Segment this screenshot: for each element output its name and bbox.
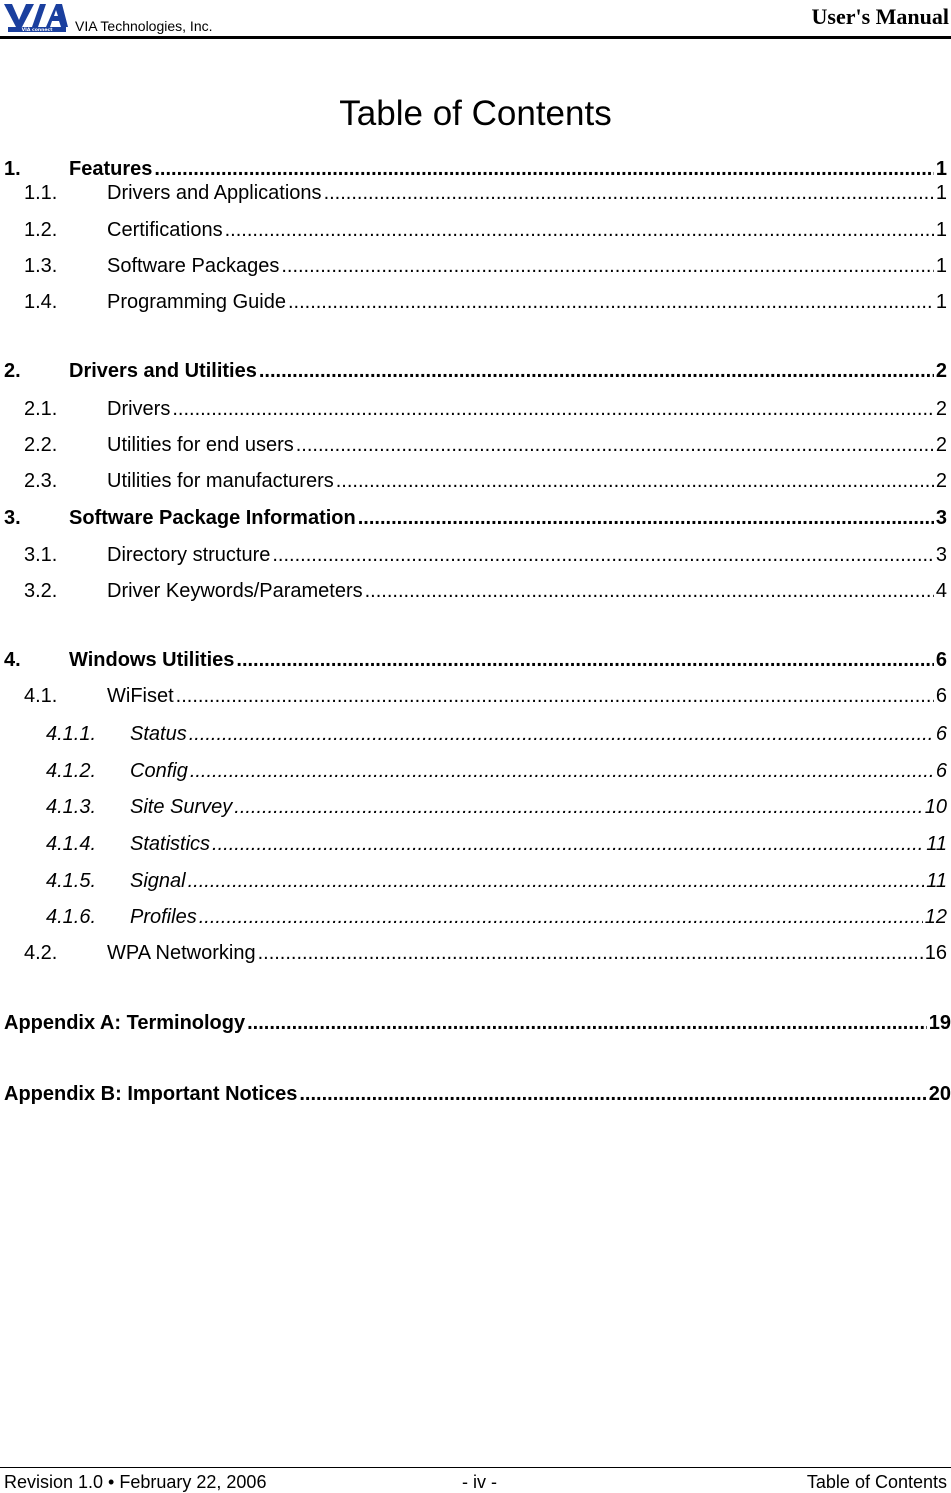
toc-entry-number: 4.1.4. <box>46 833 97 855</box>
toc-entry-label: Signal <box>130 870 186 892</box>
toc-entry-label: Software Package Information <box>69 507 356 529</box>
toc-entry-label: Utilities for end users <box>107 434 294 456</box>
toc-entry-label: WiFiset <box>107 685 174 707</box>
toc-entry-label: Features <box>69 158 153 180</box>
toc-entry-number: 4.2. <box>24 942 58 964</box>
dot-leader <box>172 398 934 421</box>
dot-leader <box>299 1083 926 1106</box>
dot-leader <box>288 291 934 314</box>
dot-leader <box>296 434 934 457</box>
toc-entry[interactable] <box>0 833 947 859</box>
toc-entry-page: 16 <box>924 942 947 964</box>
toc-entry-label: Certifications <box>107 219 223 241</box>
toc-entry-label: Driver Keywords/Parameters <box>107 580 363 602</box>
toc-entry[interactable] <box>0 942 947 968</box>
toc-entry-number: 4.1.2. <box>46 760 97 782</box>
dot-leader <box>176 685 934 708</box>
toc-entry[interactable] <box>0 1083 951 1109</box>
toc-entry-page: 10 <box>924 796 947 818</box>
manual-title: User's Manual <box>811 4 949 29</box>
toc-entry-label: Drivers and Utilities <box>69 360 257 382</box>
toc-entry[interactable] <box>0 870 947 896</box>
toc-entry-label: Directory structure <box>107 544 271 566</box>
dot-leader <box>199 906 923 929</box>
toc-entry-number: 4.1.3. <box>46 796 97 818</box>
toc-entry-page: 6 <box>935 760 947 782</box>
footer-page-number: - iv - <box>462 1472 497 1492</box>
dot-leader <box>324 182 934 205</box>
toc-entry[interactable] <box>0 507 947 533</box>
toc-entry-number: 4.1.5. <box>46 870 97 892</box>
toc-entry[interactable] <box>0 580 947 606</box>
toc-entry-number: 1.2. <box>24 219 58 241</box>
dot-leader <box>365 580 934 603</box>
dot-leader <box>190 760 934 783</box>
toc-entry-page: 3 <box>935 544 947 566</box>
toc-entry-label: WPA Networking <box>107 942 256 964</box>
toc-entry-page: 11 <box>926 870 947 892</box>
toc-entry-number: 4. <box>4 649 21 671</box>
dot-leader <box>234 796 922 819</box>
toc-entry-number: 1.3. <box>24 255 58 277</box>
toc-entry[interactable] <box>0 291 947 317</box>
toc-entry-number: 4.1.1. <box>46 723 97 745</box>
toc-entry-label: Statistics <box>130 833 211 855</box>
toc-entry-page: 6 <box>935 685 947 707</box>
dot-leader <box>336 470 934 493</box>
toc-entry[interactable] <box>0 470 947 496</box>
page-header <box>0 0 951 40</box>
toc-entry[interactable] <box>0 158 947 184</box>
dot-leader <box>189 723 934 746</box>
toc-entry-number: 3.2. <box>24 580 58 602</box>
page-title: Table of Contents <box>339 94 612 133</box>
toc-entry-page: 1 <box>935 219 947 241</box>
dot-leader <box>154 158 934 181</box>
toc-entry-number: 1. <box>4 158 21 180</box>
dot-leader <box>247 1012 927 1035</box>
dot-leader <box>358 507 934 530</box>
toc-entry-label: Appendix A: Terminology <box>4 1012 246 1034</box>
footer-revision: Revision 1.0 • February 22, 2006 <box>4 1472 267 1492</box>
toc-entry-number: 2. <box>4 360 21 382</box>
toc-entry-page: 2 <box>935 360 947 382</box>
toc-entry-page: 12 <box>924 906 947 928</box>
dot-leader <box>272 544 934 567</box>
via-logo <box>2 2 68 32</box>
toc-entry[interactable] <box>0 760 947 786</box>
toc-entry-page: 6 <box>935 649 947 671</box>
toc-entry-page: 6 <box>935 723 947 745</box>
toc-entry-page: 11 <box>926 833 947 855</box>
toc-entry-number: 4.1. <box>24 685 58 707</box>
toc-entry[interactable] <box>0 182 947 208</box>
dot-leader <box>281 255 934 278</box>
toc-entry-label: Config <box>130 760 188 782</box>
toc-entry-page: 3 <box>935 507 947 529</box>
svg-text:VIA connect: VIA connect <box>21 28 53 32</box>
toc-entry[interactable] <box>0 255 947 281</box>
toc-entry[interactable] <box>0 685 947 711</box>
toc-entry-number: 2.2. <box>24 434 58 456</box>
toc-entry[interactable] <box>0 434 947 460</box>
toc-entry-number: 3. <box>4 507 21 529</box>
footer-divider <box>0 1467 951 1468</box>
toc-entry[interactable] <box>0 398 947 424</box>
toc-entry-number: 2.1. <box>24 398 58 420</box>
toc-entry-label: Drivers <box>107 398 171 420</box>
toc-entry-page: 1 <box>935 255 947 277</box>
toc-entry[interactable] <box>0 219 947 245</box>
toc-entry-label: Profiles <box>130 906 197 928</box>
toc-entry[interactable] <box>0 906 947 932</box>
toc-entry-number: 3.1. <box>24 544 58 566</box>
toc-entry-label: Drivers and Applications <box>107 182 322 204</box>
page-footer <box>0 1472 951 1492</box>
toc-entry-label: Appendix B: Important Notices <box>4 1083 298 1105</box>
toc-entry[interactable] <box>0 796 947 822</box>
dot-leader <box>225 219 934 242</box>
toc-entry-page: 19 <box>928 1012 951 1034</box>
dot-leader <box>212 833 924 856</box>
toc-entry[interactable] <box>0 723 947 749</box>
toc-entry-page: 2 <box>935 434 947 456</box>
toc-entry[interactable] <box>0 1012 951 1038</box>
toc-entry-number: 2.3. <box>24 470 58 492</box>
toc-entry-label: Utilities for manufacturers <box>107 470 334 492</box>
toc-entry-page: 4 <box>935 580 947 602</box>
toc-entry[interactable] <box>0 544 947 570</box>
toc-entry-number: 1.1. <box>24 182 58 204</box>
toc-entry-number: 4.1.6. <box>46 906 97 928</box>
toc-entry-page: 2 <box>935 398 947 420</box>
toc-entry-label: Status <box>130 723 187 745</box>
toc-entry[interactable] <box>0 360 947 386</box>
header-divider <box>0 36 951 39</box>
toc-entry-label: Site Survey <box>130 796 233 818</box>
toc-entry-page: 20 <box>928 1083 951 1105</box>
dot-leader <box>236 649 933 672</box>
dot-leader <box>259 360 934 383</box>
toc-entry-number: 1.4. <box>24 291 58 313</box>
company-name: VIA Technologies, Inc. <box>75 18 213 34</box>
toc-entry-page: 1 <box>935 182 947 204</box>
dot-leader <box>188 870 925 893</box>
toc-entry[interactable] <box>0 649 947 675</box>
toc-entry-page: 1 <box>935 158 947 180</box>
toc-entry-page: 1 <box>935 291 947 313</box>
toc-entry-page: 2 <box>935 470 947 492</box>
toc-entry-label: Software Packages <box>107 255 280 277</box>
footer-section: Table of Contents <box>806 1472 947 1492</box>
toc-entry-label: Programming Guide <box>107 291 286 313</box>
toc-entry-label: Windows Utilities <box>69 649 235 671</box>
dot-leader <box>258 942 923 965</box>
